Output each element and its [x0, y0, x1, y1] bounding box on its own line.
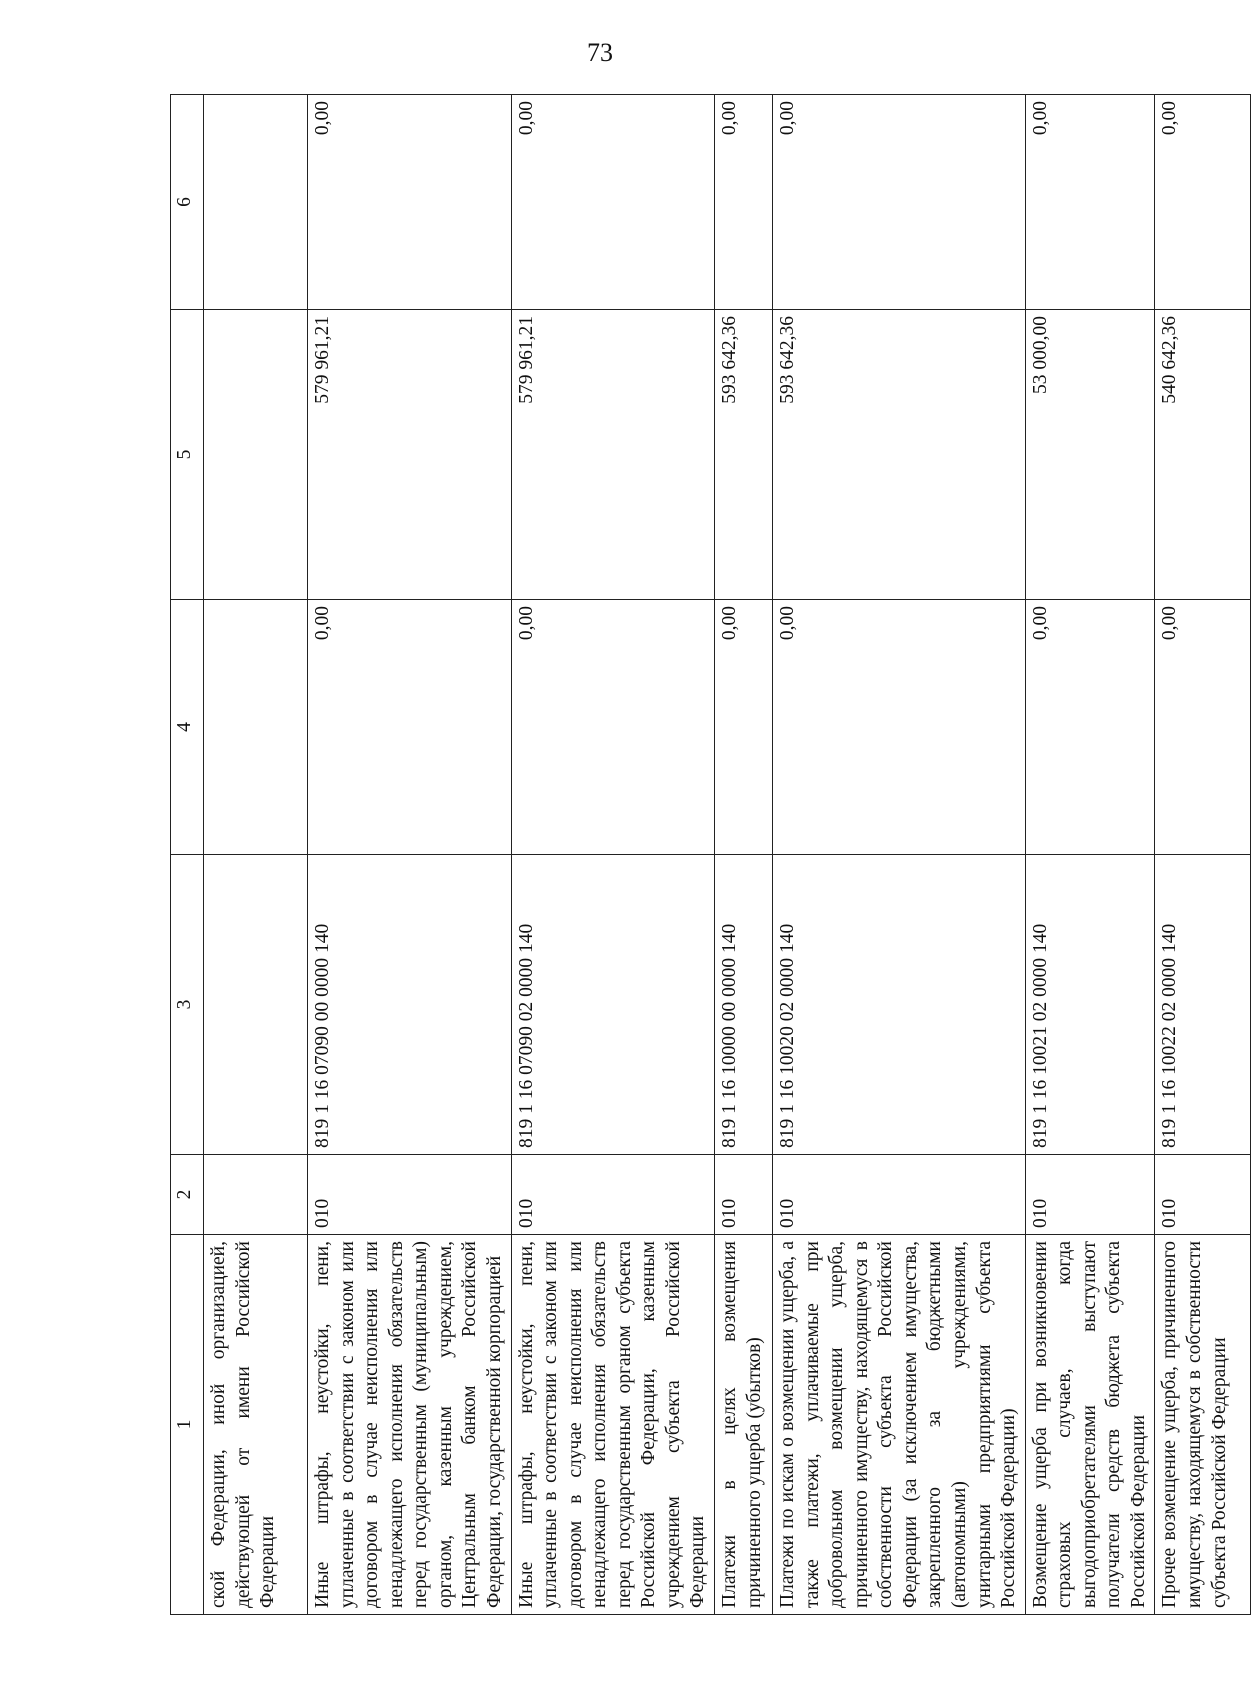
- table-header-row: [171, 95, 204, 1615]
- header-cell: 5: [171, 310, 204, 600]
- budget-table: [170, 94, 1251, 1615]
- row-description: Возмещение ущерба при возникновении страховых случаев, когда выгодоприобретателями выступают получатели средств бюджета субъекта Российской Федерации: [1025, 1235, 1155, 1615]
- row-budget-code: 819 1 16 10021 02 0000 140: [1025, 855, 1155, 1155]
- row-value-col5: 540 642,36: [1155, 310, 1251, 600]
- row-value-col6: 0,00: [1155, 95, 1251, 310]
- row-line-code: 010: [511, 1155, 715, 1235]
- row-line-code: 010: [1025, 1155, 1155, 1235]
- row-value-col4: 0,00: [308, 600, 512, 855]
- row-budget-code: 819 1 16 10020 02 0000 140: [773, 855, 1026, 1155]
- row-value-col4: 0,00: [511, 600, 715, 855]
- row-value-col6: 0,00: [511, 95, 715, 310]
- row-line-code: 010: [715, 1155, 773, 1235]
- row-description: Прочее возмещение ущерба, причиненного имуществу, находящемуся в собственности субъекта Российской Федерации: [1155, 1235, 1251, 1615]
- row-value-col5: 53 000,00: [1025, 310, 1155, 600]
- row-value-col6: 0,00: [715, 95, 773, 310]
- row-value-col4: 0,00: [715, 600, 773, 855]
- row-budget-code: [204, 855, 308, 1155]
- header-cell: 2: [171, 1155, 204, 1235]
- rotated-table-container: [170, 95, 1230, 1615]
- row-description: ской Федерации, иной организацией, действующей от имени Российской Федерации: [204, 1235, 308, 1615]
- row-value-col6: 0,00: [308, 95, 512, 310]
- row-value-col6: [204, 95, 308, 310]
- row-description: Платежи по искам о возмещении ущерба, а также платежи, уплачиваемые при добровольном возмещении ущерба, причиненного имуществу, находящемуся в собственности субъекта Российской Федерации (за исключением имущества, закрепленного за бюджетными (автономными) учреждениями, унитарными предприятиями субъекта Российской Федерации): [773, 1235, 1026, 1615]
- header-cell: 6: [171, 95, 204, 310]
- header-cell: 3: [171, 855, 204, 1155]
- table-row: [1025, 95, 1155, 1615]
- table-row: [511, 95, 715, 1615]
- table-row: [715, 95, 773, 1615]
- row-value-col4: 0,00: [773, 600, 1026, 855]
- row-budget-code: 819 1 16 07090 02 0000 140: [511, 855, 715, 1155]
- row-description: Иные штрафы, неустойки, пени, уплаченные в соответствии с законом или договором в случае неисполнения или ненадлежащего исполнения обязательств перед государственным (муниципальным) органом, казенным учреждением, Центральным банком Российской Федерации, государственной корпорацией: [308, 1235, 512, 1615]
- row-value-col6: 0,00: [1025, 95, 1155, 310]
- row-description: Платежи в целях возмещения причиненного ущерба (убытков): [715, 1235, 773, 1615]
- row-value-col4: [204, 600, 308, 855]
- header-cell: 4: [171, 600, 204, 855]
- row-value-col5: 579 961,21: [511, 310, 715, 600]
- row-budget-code: 819 1 16 07090 00 0000 140: [308, 855, 512, 1155]
- row-line-code: 010: [773, 1155, 1026, 1235]
- row-value-col5: [204, 310, 308, 600]
- table-row: [773, 95, 1026, 1615]
- row-value-col4: 0,00: [1155, 600, 1251, 855]
- table-row: [1155, 95, 1251, 1615]
- row-value-col4: 0,00: [1025, 600, 1155, 855]
- row-value-col5: 579 961,21: [308, 310, 512, 600]
- table-row: [308, 95, 512, 1615]
- row-line-code: [204, 1155, 308, 1235]
- row-description: Иные штрафы, неустойки, пени, уплаченные в соответствии с законом или договором в случае неисполнения или ненадлежащего исполнения обязательств перед государственным органом субъекта Российской Федерации, казенным учреждением субъекта Российской Федерации: [511, 1235, 715, 1615]
- row-value-col6: 0,00: [773, 95, 1026, 310]
- row-line-code: 010: [308, 1155, 512, 1235]
- row-budget-code: 819 1 16 10022 02 0000 140: [1155, 855, 1251, 1155]
- table-row: [204, 95, 308, 1615]
- page-number: 73: [587, 38, 613, 67]
- header-cell: 1: [171, 1235, 204, 1615]
- row-value-col5: 593 642,36: [715, 310, 773, 600]
- row-budget-code: 819 1 16 10000 00 0000 140: [715, 855, 773, 1155]
- row-value-col5: 593 642,36: [773, 310, 1026, 600]
- row-line-code: 010: [1155, 1155, 1251, 1235]
